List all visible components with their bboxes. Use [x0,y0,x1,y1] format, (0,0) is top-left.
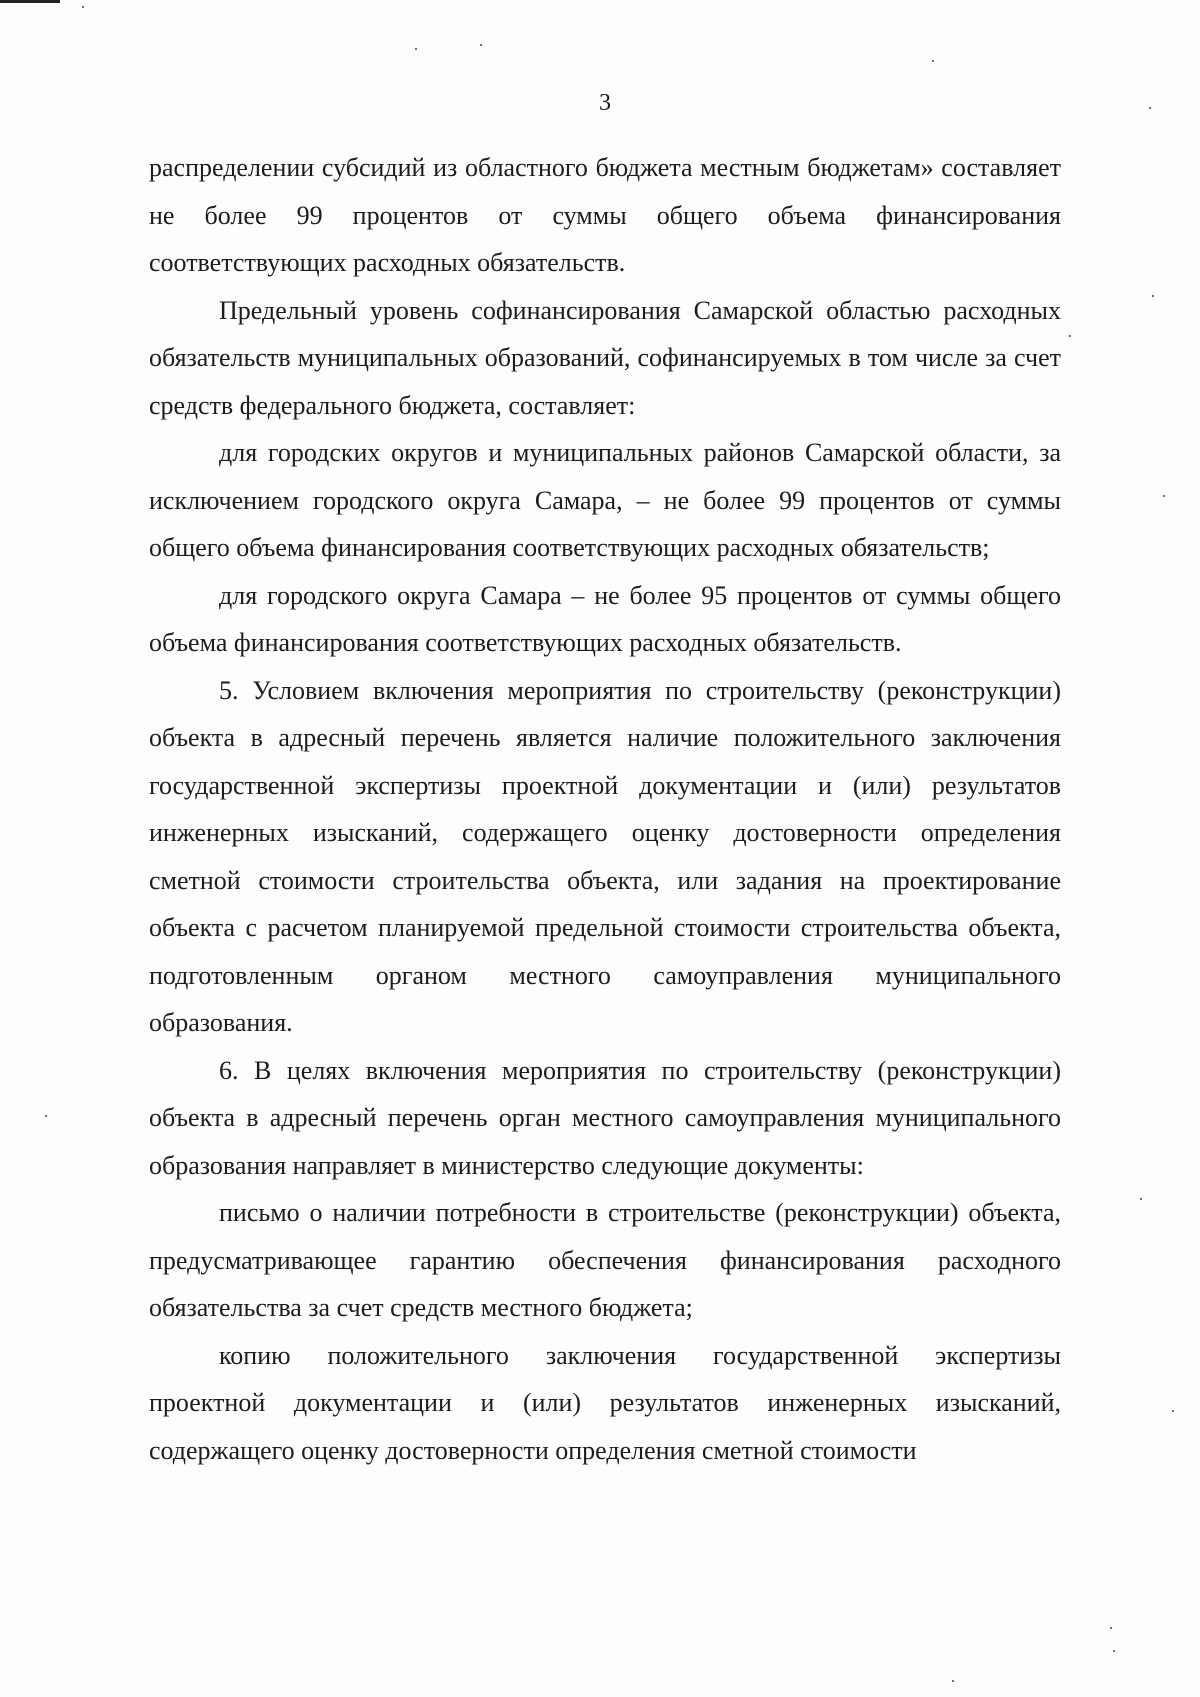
scan-speck [1110,1627,1112,1629]
scan-speck [415,48,417,50]
scan-speck [1140,1198,1142,1200]
scan-speck [1152,295,1154,297]
paragraph-continuation: распределении субсидий из областного бюджета местным бюджетам» составляет не более 99 процентов от суммы общего объема финансирования соответствующих расходных обязательств. [149,153,1061,277]
scan-speck [952,1680,954,1682]
scan-speck [45,1115,47,1117]
paragraph-cofinancing-limit: Предельный уровень софинансирования Самарской областью расходных обязательств муниципальных образований, софинансируемых в том числе за счет средств федерального бюджета, составляет: [149,295,1061,420]
paragraph-item-5: 5. Условием включения мероприятия по строительству (реконструкции) объекта в адресный перечень является наличие положительного заключения государственной экспертизы проектной документации и (или) результатов инженерных изысканий, содержащего оценку достоверности определения сметной стоимости строительства объекта, или задания на проектирование объекта с расчетом планируемой предельной стоимости строительства объекта, подготовленным органом местного самоуправления муниципального образования. [149,675,1061,1037]
scan-speck [1149,107,1151,109]
document-body [149,144,1061,1474]
scan-speck [480,44,482,46]
scan-speck [82,6,84,8]
scan-speck [1163,495,1165,497]
paragraph-urban-districts: для городских округов и муниципальных районов Самарской области, за исключением городского округа Самара, – не более 99 процентов от суммы общего объема финансирования соответствующих расходных обязательств; [149,438,1061,562]
paragraph-letter: письмо о наличии потребности в строительстве (реконструкции) объекта, предусматривающее гарантию обеспечения финансирования расходного обязательства за счет средств местного бюджета; [149,1198,1061,1322]
scan-speck [1113,1650,1115,1652]
page-number: 3 [599,90,611,116]
scan-corner-mark [0,0,60,3]
scan-speck [1069,335,1071,337]
paragraph-copy: копию положительного заключения государственной экспертизы проектной документации и (или) результатов инженерных изысканий, содержащего оценку достоверности определения сметной стоимости [149,1340,1061,1465]
scan-speck [932,60,934,62]
scan-speck [1172,1410,1174,1412]
paragraph-samara: для городского округа Самара – не более 95 процентов от суммы общего объема финансирования соответствующих расходных обязательств. [149,580,1061,657]
paragraph-item-6: 6. В целях включения мероприятия по строительству (реконструкции) объекта в адресный перечень орган местного самоуправления муниципального образования направляет в министерство следующие документы: [149,1055,1061,1180]
